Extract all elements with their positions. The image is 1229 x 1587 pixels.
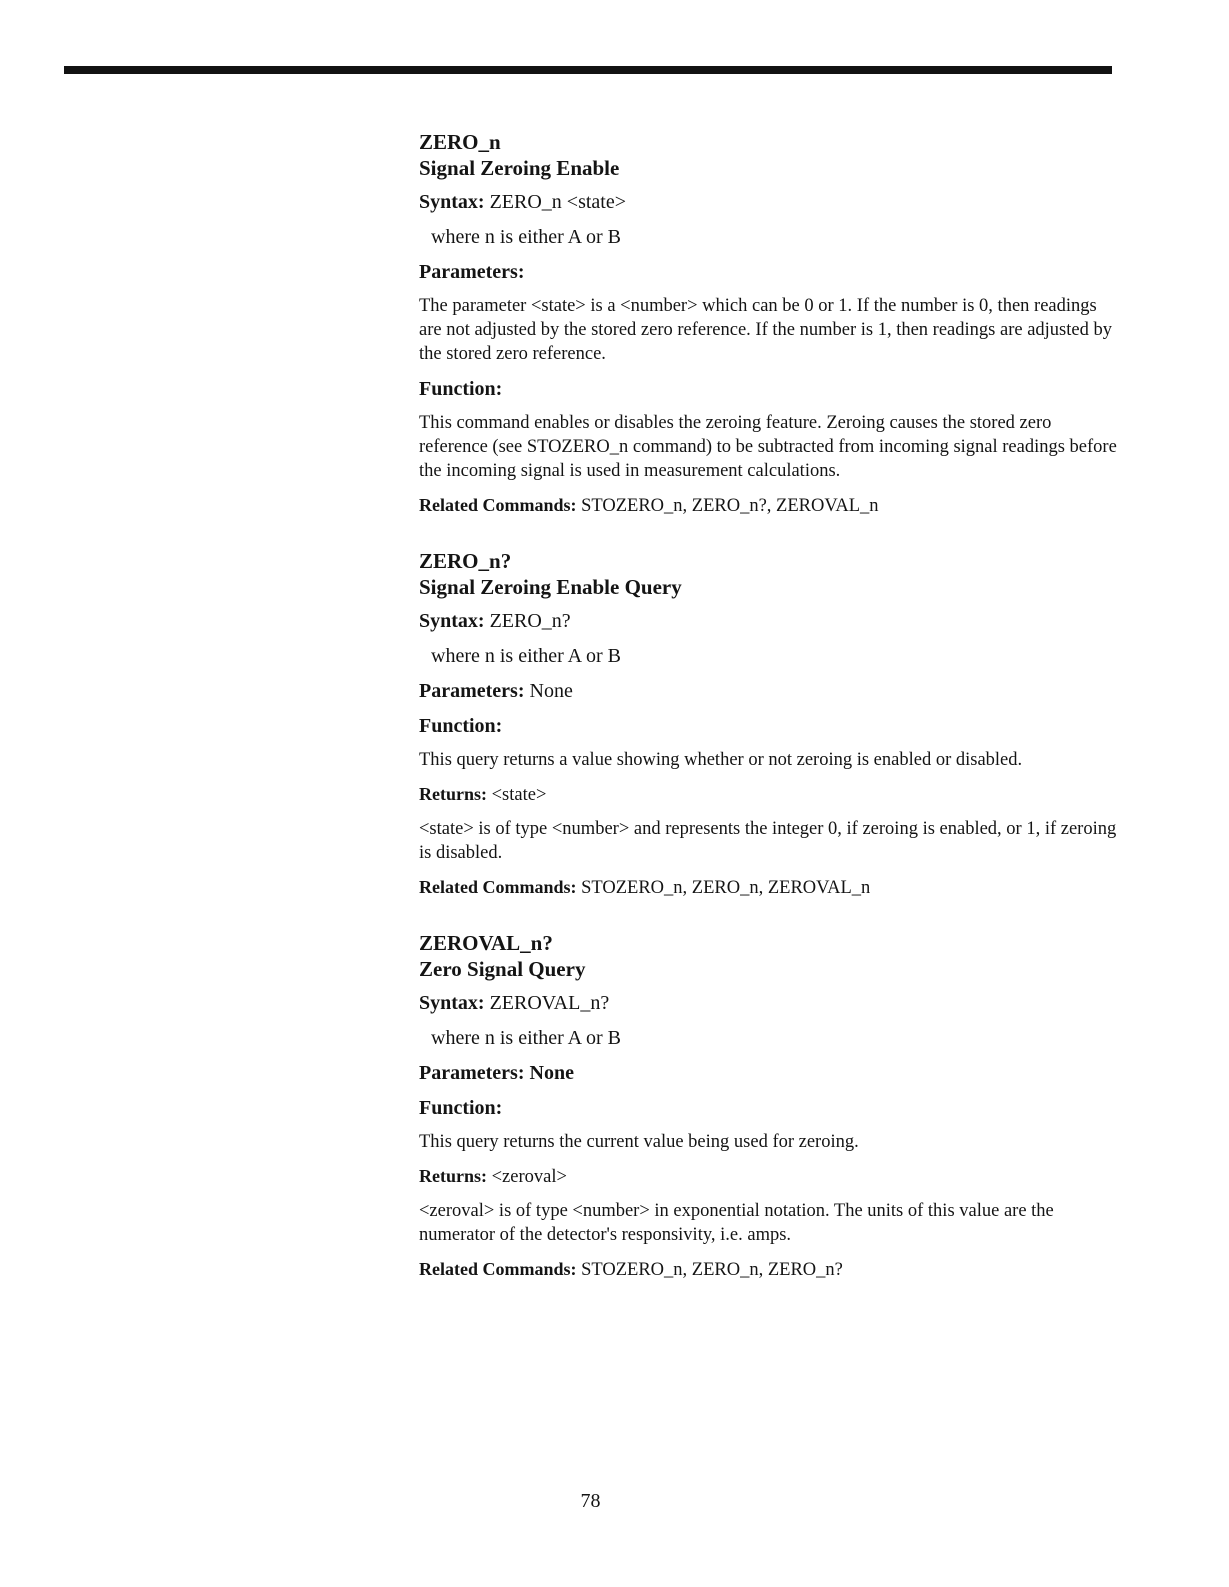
page-number: 78 bbox=[580, 1490, 601, 1512]
parameters-line bbox=[419, 678, 1119, 704]
returns-label: Returns: bbox=[419, 1166, 487, 1186]
syntax-value: ZERO_n? bbox=[489, 610, 571, 632]
related-label: Related Commands: bbox=[419, 495, 577, 515]
where-note: where n is either A or B bbox=[431, 1027, 621, 1049]
parameters-heading: Parameters: bbox=[419, 261, 525, 283]
returns-line bbox=[419, 782, 1119, 807]
command-title: Zero Signal Query bbox=[419, 957, 586, 981]
parameters-label: Parameters: bbox=[419, 1062, 525, 1084]
syntax-label: Syntax: bbox=[419, 610, 485, 632]
syntax-value: ZERO_n <state> bbox=[489, 191, 627, 213]
syntax-line bbox=[419, 608, 1119, 634]
returns-text: <zeroval> is of type <number> in exponential notation. The units of this value are the numerator of the detector's responsivity, i.e. amps. bbox=[419, 1201, 1054, 1245]
command-name: ZEROVAL_n? bbox=[419, 931, 553, 955]
returns-line bbox=[419, 1164, 1119, 1189]
where-note: where n is either A or B bbox=[431, 226, 621, 248]
related-value: STOZERO_n, ZERO_n?, ZEROVAL_n bbox=[581, 496, 879, 516]
returns-value: <zeroval> bbox=[491, 1167, 567, 1187]
related-commands bbox=[419, 493, 1119, 518]
command-name: ZERO_n bbox=[419, 130, 501, 154]
page-content bbox=[419, 129, 1119, 1292]
related-label: Related Commands: bbox=[419, 1259, 577, 1279]
command-entry-zeroval-n-query bbox=[419, 930, 1119, 1282]
parameters-label: Parameters: bbox=[419, 680, 525, 702]
command-entry-zero-n-query bbox=[419, 548, 1119, 900]
syntax-label: Syntax: bbox=[419, 992, 485, 1014]
parameters-line bbox=[419, 1060, 1119, 1086]
related-value: STOZERO_n, ZERO_n, ZERO_n? bbox=[581, 1260, 843, 1280]
syntax-label: Syntax: bbox=[419, 191, 485, 213]
syntax-value: ZEROVAL_n? bbox=[489, 992, 610, 1014]
parameters-value: None bbox=[529, 680, 573, 702]
function-text: This command enables or disables the zeroing feature. Zeroing causes the stored zero reference (see STOZERO_n command) to be subtracted from incoming signal readings before the incoming signal is used in measurement calculations. bbox=[419, 413, 1117, 481]
where-note: where n is either A or B bbox=[431, 645, 621, 667]
parameters-text: The parameter <state> is a <number> which can be 0 or 1. If the number is 0, then readings are not adjusted by the stored zero reference. If the number is 1, then readings are adjusted by the stored zero reference. bbox=[419, 296, 1112, 364]
returns-text: <state> is of type <number> and represents the integer 0, if zeroing is enabled, or 1, if zeroing is disabled. bbox=[419, 819, 1117, 863]
function-text: This query returns the current value being used for zeroing. bbox=[419, 1132, 859, 1152]
returns-value: <state> bbox=[491, 785, 547, 805]
command-title: Signal Zeroing Enable bbox=[419, 156, 620, 180]
function-heading: Function: bbox=[419, 715, 503, 737]
returns-label: Returns: bbox=[419, 784, 487, 804]
syntax-line bbox=[419, 990, 1119, 1016]
function-heading: Function: bbox=[419, 378, 503, 400]
parameters-value: None bbox=[529, 1062, 574, 1084]
function-heading: Function: bbox=[419, 1097, 503, 1119]
function-text: This query returns a value showing whether or not zeroing is enabled or disabled. bbox=[419, 750, 1023, 770]
related-value: STOZERO_n, ZERO_n, ZEROVAL_n bbox=[581, 878, 871, 898]
related-commands bbox=[419, 1257, 1119, 1282]
command-entry-zero-n bbox=[419, 129, 1119, 518]
command-title: Signal Zeroing Enable Query bbox=[419, 575, 682, 599]
command-name: ZERO_n? bbox=[419, 549, 512, 573]
top-rule bbox=[64, 66, 1112, 74]
related-label: Related Commands: bbox=[419, 877, 577, 897]
related-commands bbox=[419, 875, 1119, 900]
syntax-line bbox=[419, 189, 1119, 215]
